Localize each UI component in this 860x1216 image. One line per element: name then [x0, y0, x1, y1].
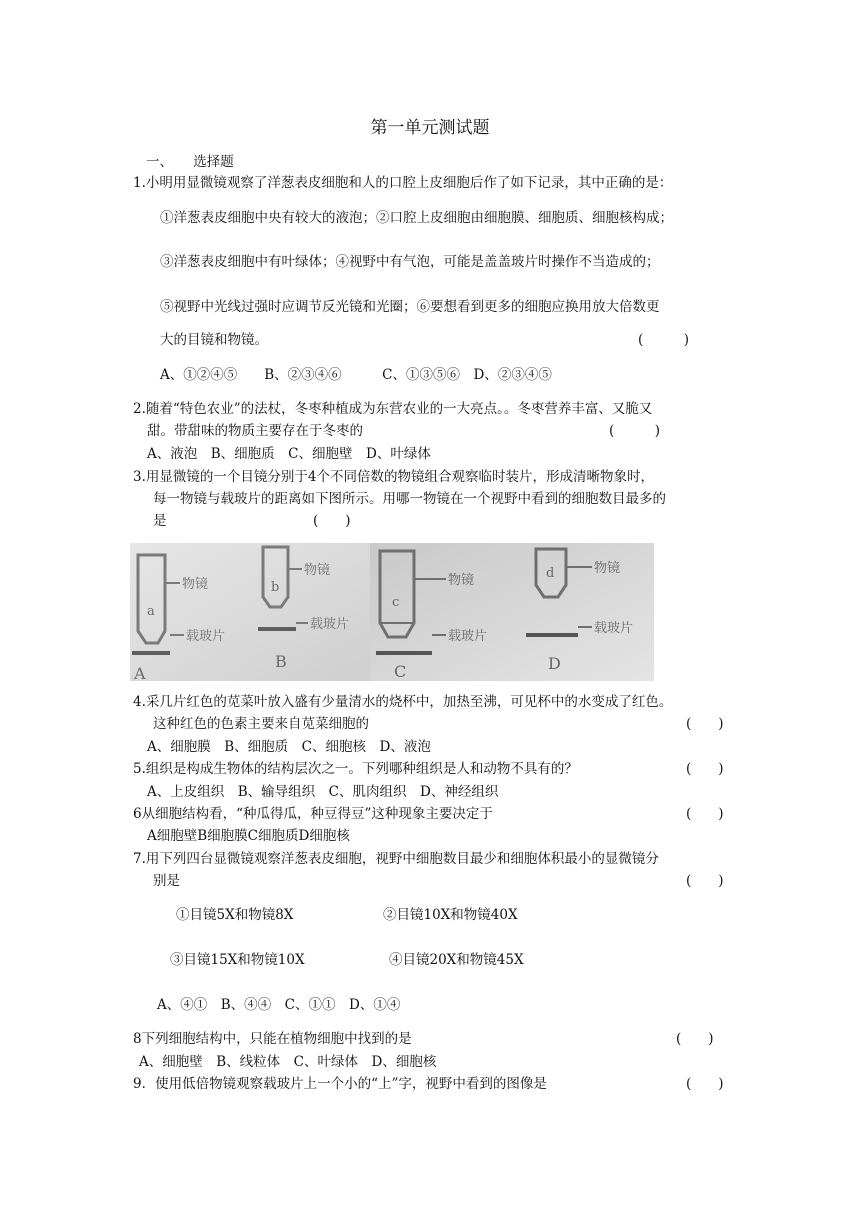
question-1-statement-3: ⑤视野中光线过强时应调节反光镜和光圈；⑥要想看到更多的细胞应换用放大倍数更: [160, 299, 660, 315]
question-1-stem: 1.小明用显微镜观察了洋葱表皮细胞和人的口腔上皮细胞后作了如下记录，其中正确的是：: [133, 175, 673, 191]
lens-letter-a: a: [147, 604, 155, 619]
question-3-answer-paren: ( ): [313, 513, 351, 529]
lens-letter-b: b: [271, 580, 280, 595]
question-4-line-2: 这种红色的色素主要来自苋菜细胞的: [153, 716, 369, 732]
question-6-options: A细胞壁B细胞膜C细胞质D细胞核: [147, 828, 350, 844]
question-3-line-2: 每一物镜与载玻片的距离如下图所示。用哪一物镜在一个视野中看到的细胞数目最多的: [153, 491, 666, 507]
question-4-answer-paren: ( ): [686, 716, 724, 732]
objective-label-b: 物镜: [304, 563, 331, 578]
question-5-answer-paren: ( ): [686, 761, 724, 777]
page-title: 第一单元测试题: [370, 118, 490, 138]
panel-letter-c: C: [394, 662, 407, 681]
question-1-statement-4: 大的目镜和物镜。: [160, 332, 268, 348]
question-5-options: A、上皮组织 B、输导组织 C、肌肉组织 D、神经组织: [147, 784, 499, 800]
objective-label-d: 物镜: [594, 561, 621, 576]
question-7-line-2: 别是: [153, 873, 180, 889]
question-1-statement-1: ①洋葱表皮细胞中央有较大的液泡；②口腔上皮细胞由细胞膜、细胞质、细胞核构成；: [160, 210, 673, 226]
objective-label-a: 物镜: [182, 577, 209, 592]
slide-label-d: 载玻片: [594, 621, 634, 636]
microscope-option-4: ④目镜20X和物镜45X: [389, 952, 524, 968]
question-1-statement-2: ③洋葱表皮细胞中有叶绿体；④视野中有气泡，可能是盖盖玻片时操作不当造成的；: [160, 254, 660, 270]
lens-letter-c: c: [392, 595, 400, 610]
question-1-options: A、①②④⑤ B、②③④⑥ C、①③⑤⑥ D、②③④⑤: [160, 367, 552, 383]
panel-letter-b: B: [275, 652, 287, 671]
question-2-line-2: 甜。带甜味的物质主要存在于冬枣的: [147, 423, 363, 439]
microscope-option-3: ③目镜15X和物镜10X: [170, 952, 305, 968]
slide-label-a: 载玻片: [186, 629, 226, 644]
question-3-line-3: 是: [153, 513, 167, 529]
question-7-line-1: 7.用下列四台显微镜观察洋葱表皮细胞，视野中细胞数目最少和细胞体积最小的显微镜分: [133, 851, 659, 867]
question-2-options: A、液泡 B、细胞质 C、细胞壁 D、叶绿体: [147, 446, 431, 462]
question-7-answer-paren: ( ): [686, 873, 724, 889]
question-9-answer-paren: ( ): [686, 1076, 724, 1092]
microscope-option-2: ②目镜10X和物镜40X: [383, 907, 518, 923]
question-6-line-1: 6从细胞结构看，“种瓜得瓜，种豆得豆”这种现象主要决定于: [133, 806, 493, 822]
panel-letter-a: A: [134, 664, 146, 681]
objective-figure-left: [130, 543, 370, 681]
question-8-answer-paren: ( ): [676, 1031, 714, 1047]
question-1-answer-paren: ( ): [638, 332, 690, 348]
lens-letter-d: d: [546, 566, 555, 581]
question-2-line-1: 2.随着“特色农业”的法杖，冬枣种植成为东营农业的一大亮点。。冬枣营养丰富、又脆又: [133, 401, 653, 417]
question-3-line-1: 3.用显微镜的一个目镜分别于4个不同倍数的物镜组合观察临时装片，形成清晰物象时，: [133, 469, 654, 485]
objective-label-c: 物镜: [448, 573, 475, 588]
question-2-answer-paren: ( ): [609, 423, 661, 439]
slide-label-b: 载玻片: [310, 617, 350, 632]
question-5-line-1: 5.组织是构成生物体的结构层次之一。下列哪种组织是人和动物不具有的？: [133, 761, 578, 777]
question-8-line-1: 8下列细胞结构中，只能在植物细胞中找到的是: [133, 1031, 412, 1047]
microscope-option-1: ①目镜5X和物镜8X: [176, 907, 294, 923]
question-4-line-1: 4.采几片红色的苋菜叶放入盛有少量清水的烧杯中，加热至沸，可见杯中的水变成了红色。: [133, 694, 673, 710]
question-7-options: A、④① B、④④ C、①① D、①④: [157, 997, 401, 1013]
objective-figure-right: [370, 543, 654, 681]
slide-label-c: 载玻片: [448, 629, 488, 644]
panel-letter-d: D: [548, 654, 561, 673]
question-9-line-1: 9．使用低倍物镜观察载玻片上一个小的“上”字，视野中看到的图像是: [133, 1076, 547, 1092]
question-8-options: A、细胞壁 B、线粒体 C、叶绿体 D、细胞核: [139, 1054, 437, 1070]
question-6-answer-paren: ( ): [686, 806, 724, 822]
section-heading: 一、 选择题: [146, 154, 234, 170]
question-4-options: A、细胞膜 B、细胞质 C、细胞核 D、液泡: [147, 739, 431, 755]
